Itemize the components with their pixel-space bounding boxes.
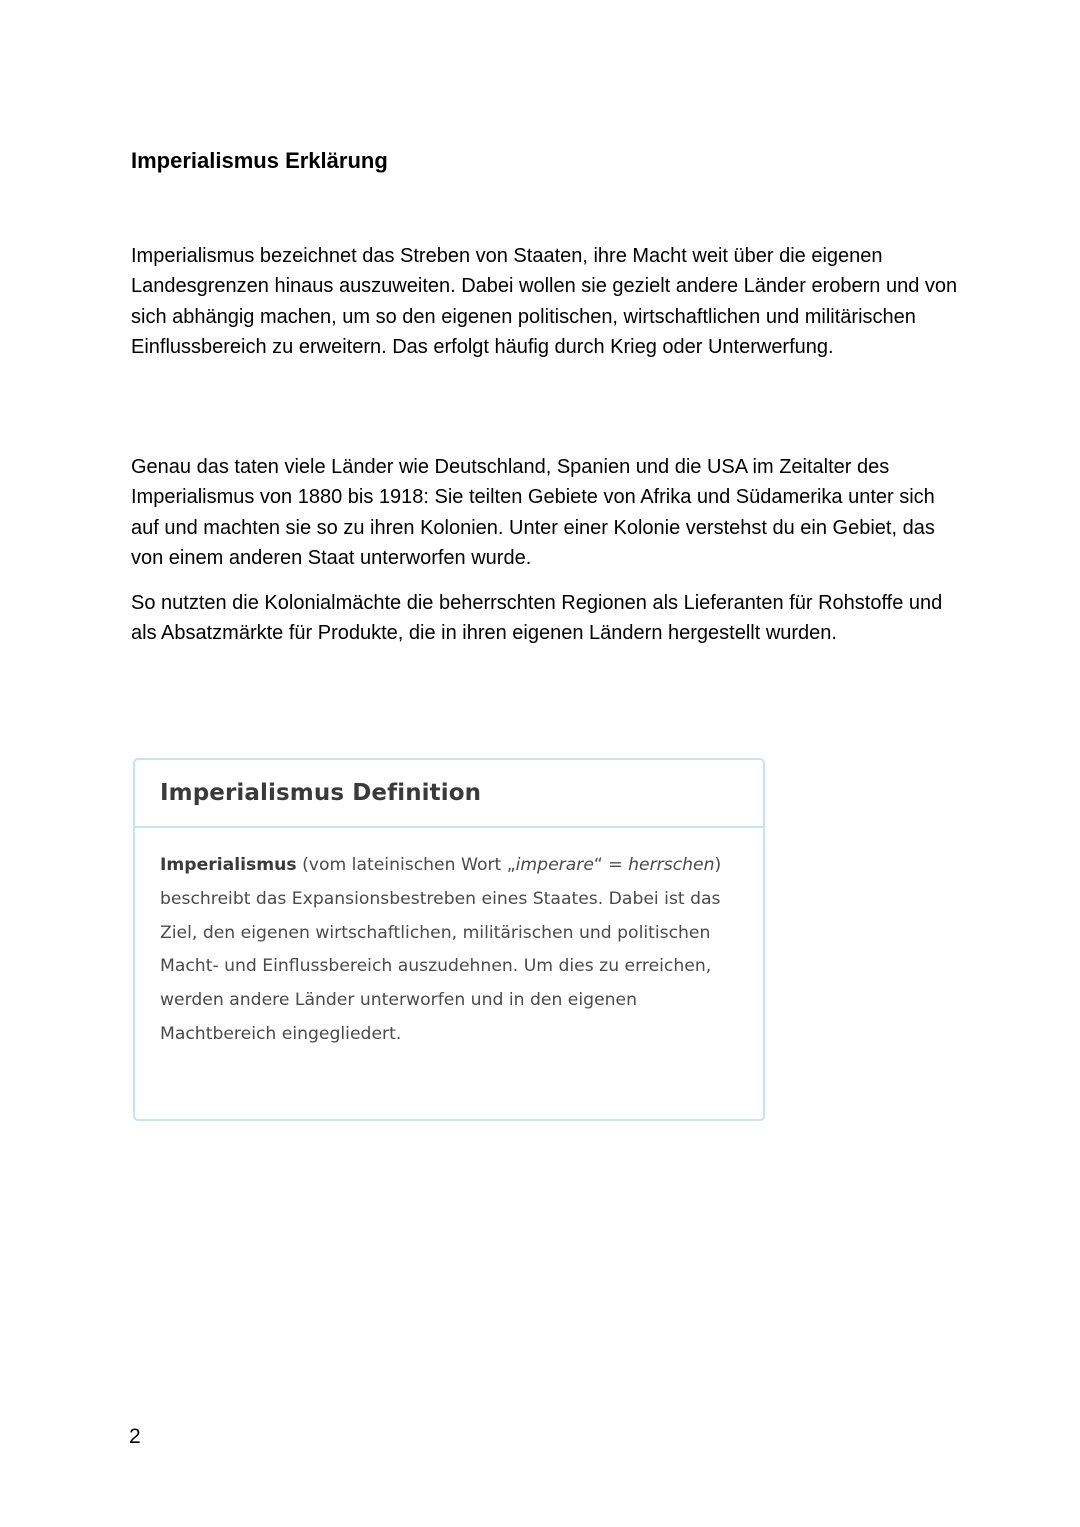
definition-origin-suffix: ) — [714, 855, 722, 875]
paragraph-history: Genau das taten viele Länder wie Deutschland, Spanien und die USA im Zeitalter des Imperialismus von 1880 bis 1918: Sie teilten Gebiete von Afrika und Südamerika unter sich auf und machten sie so zu ihren Kolonien. Unter einer Kolonie verstehst du ein Gebiet, das von einem anderen Staat unterworfen wurde. — [131, 456, 935, 570]
definition-origin-prefix: (vom lateinischen Wort „ — [296, 855, 516, 875]
page-title: Imperialismus Erklärung — [131, 148, 388, 173]
definition-box — [133, 758, 765, 1121]
definition-origin-equals: “ = — [593, 855, 629, 875]
definition-body — [135, 828, 763, 1052]
definition-text — [160, 849, 743, 1052]
paragraph-intro: Imperialismus bezeichnet das Streben von Staaten, ihre Macht weit über die eigenen Landesgrenzen hinaus auszuweiten. Dabei wollen sie gezielt andere Länder erobern und von sich abhängig machen, um so den eigenen politischen, wirtschaftlichen und militärischen Einflussbereich zu erweitern. Das erfolgt häufig durch Krieg oder Unterwerfung. — [131, 245, 958, 359]
paragraph-colonies: So nutzten die Kolonialmächte die beherrschten Regionen als Lieferanten für Rohstoffe und als Absatzmärkte für Produkte, die in ihren eigenen Ländern hergestellt wurden. — [131, 592, 943, 645]
definition-title: Imperialismus Definition — [160, 780, 482, 806]
definition-description: beschreibt das Expansionsbestreben eines Staates. Dabei ist das Ziel, den eigenen wirtschaftlichen, militärischen und politischen Macht- und Einflussbereich auszudehnen. Um dies zu erreichen, werden andere Länder unterworfen und in den eigenen Machtbereich eingegliedert. — [160, 888, 721, 1044]
page-number: 2 — [129, 1425, 141, 1448]
definition-origin-meaning: herrschen — [628, 855, 715, 875]
definition-term: Imperialismus — [160, 855, 297, 875]
definition-header — [135, 760, 763, 828]
definition-origin-word: imperare — [515, 855, 594, 875]
